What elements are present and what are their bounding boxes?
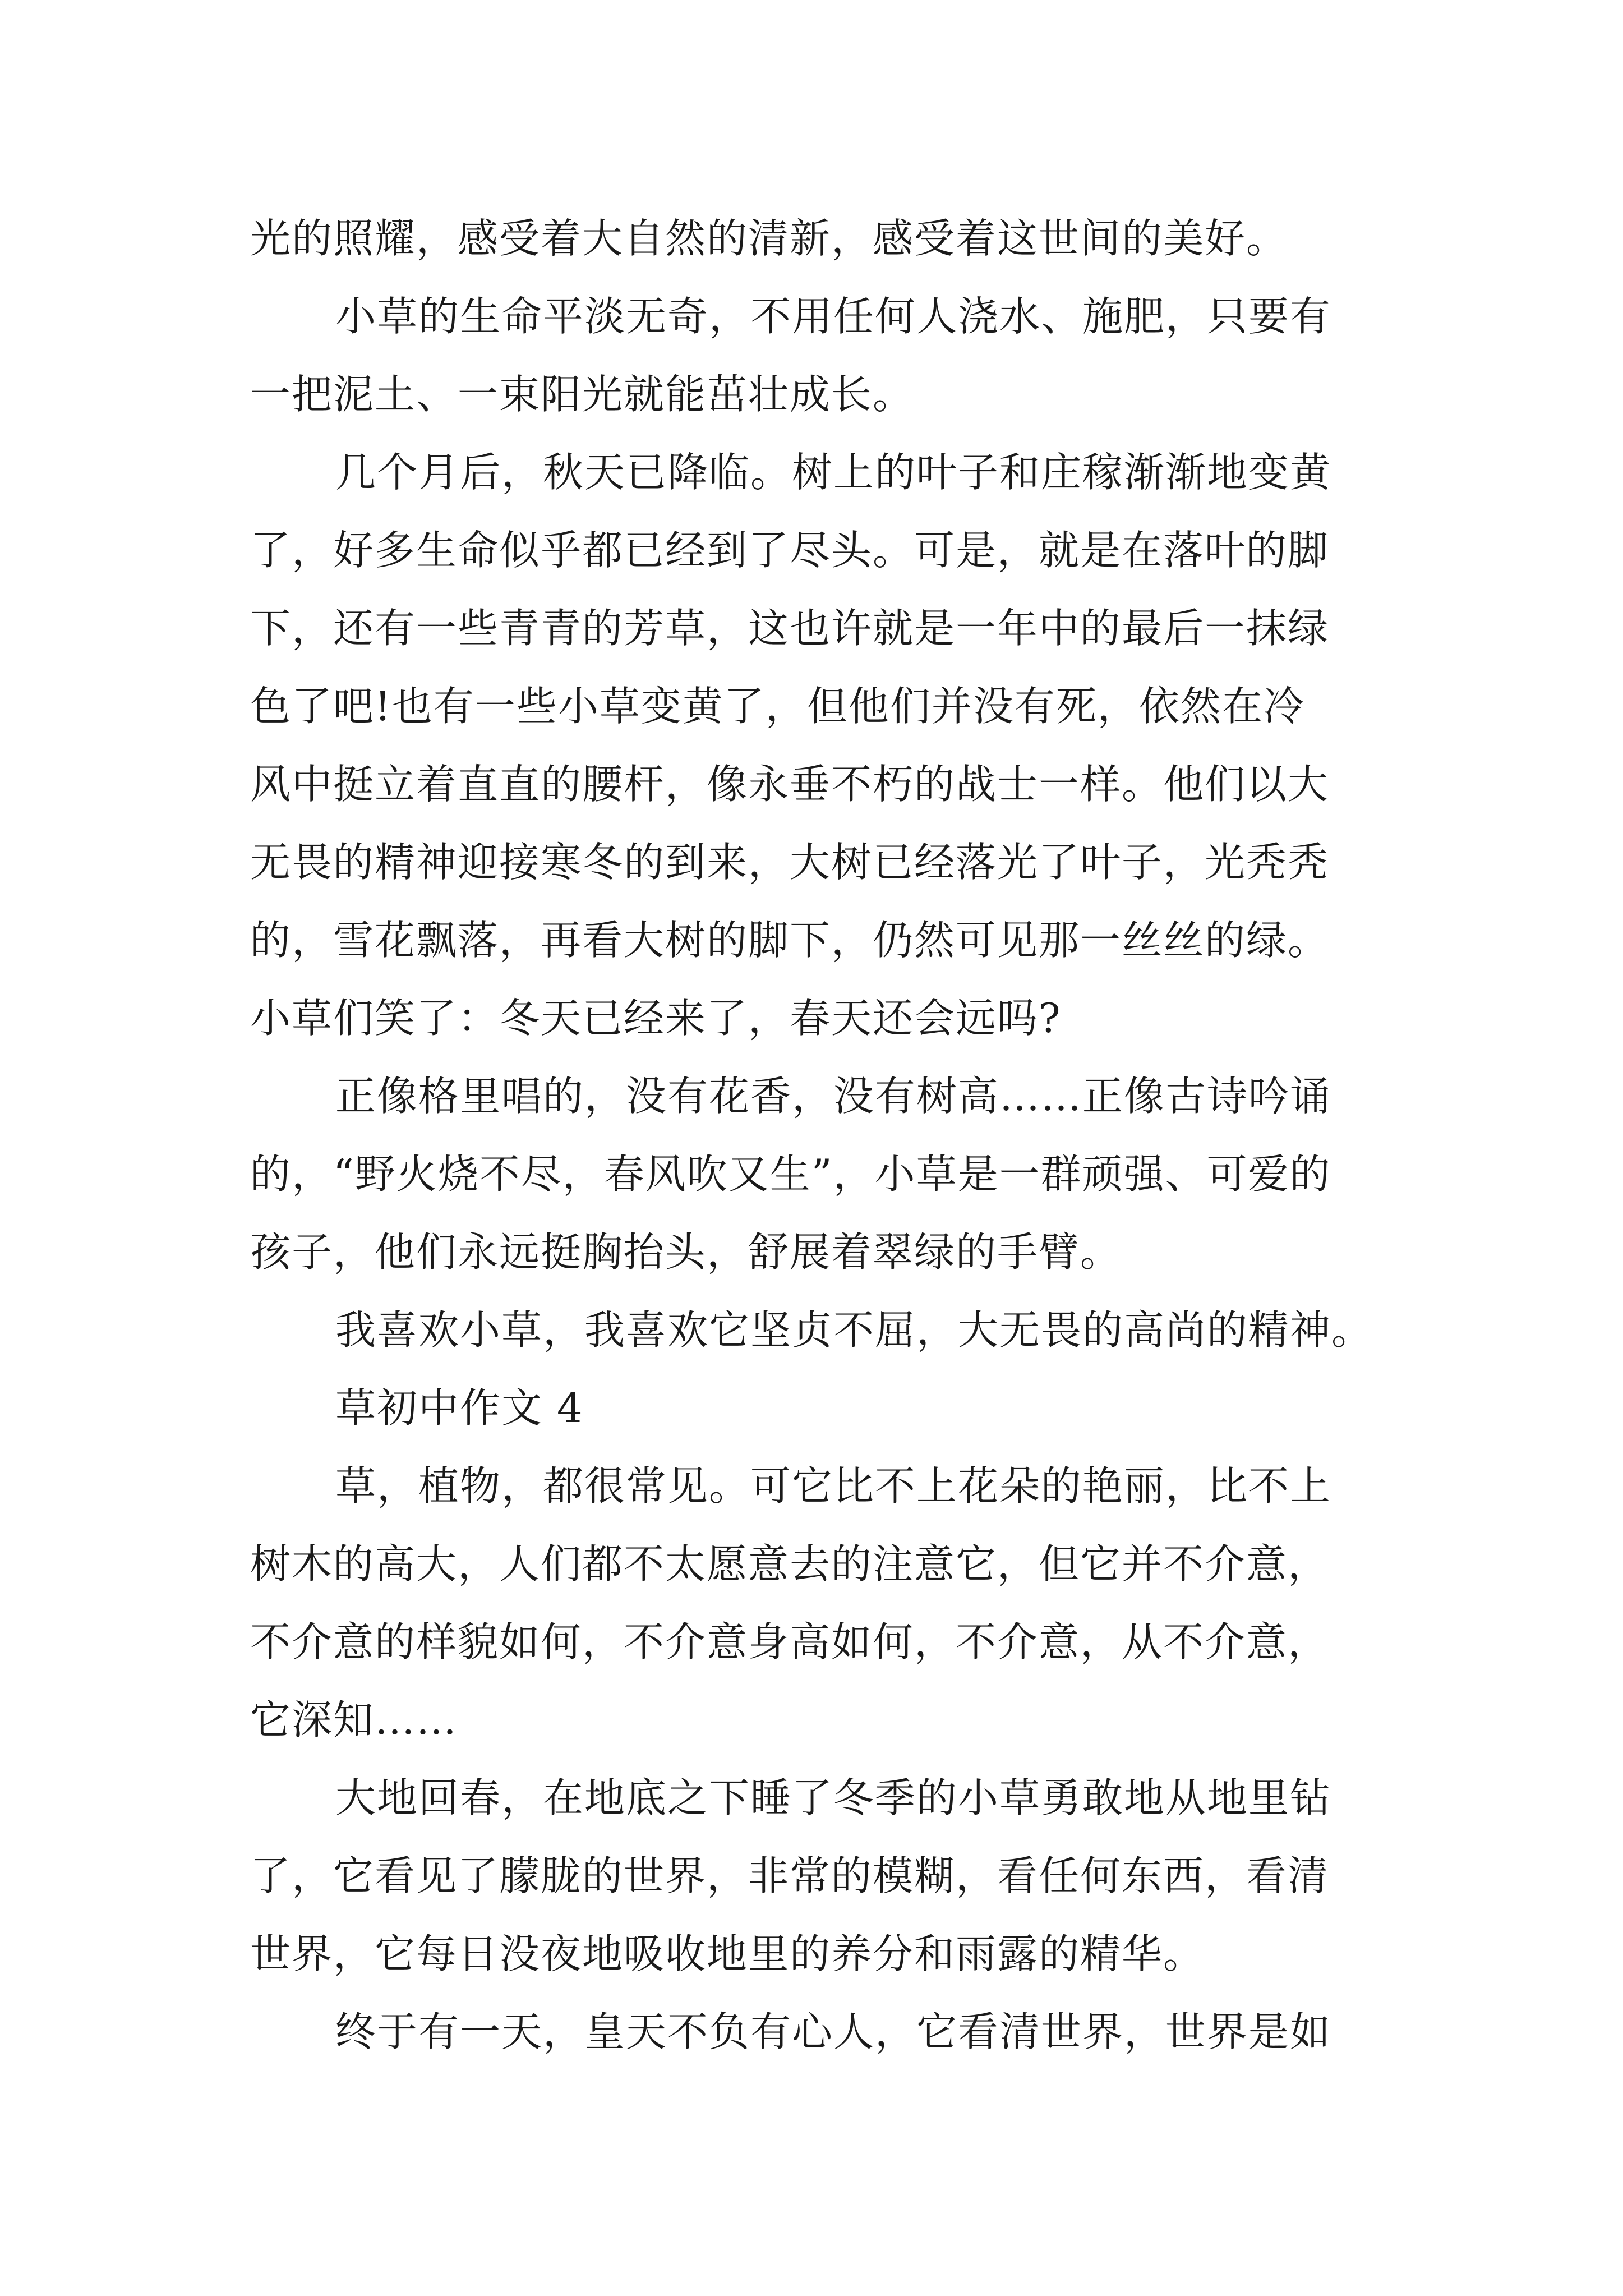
paragraph-start-line: 几个月后，秋天已降临。树上的叶子和庄稼渐渐地变黄 xyxy=(335,449,1332,496)
paragraph-start-line: 正像格里唱的，没有花香，没有树高……正像古诗吟诵 xyxy=(335,1073,1332,1120)
text-line: 下，还有一些青青的芳草，这也许就是一年中的最后一抹绿 xyxy=(250,605,1330,652)
paragraph-start-line: 草，植物，都很常见。可它比不上花朵的艳丽，比不上 xyxy=(335,1462,1332,1510)
text-line: 它深知…… xyxy=(250,1696,458,1743)
paragraph-start-line: 我喜欢小草，我喜欢它坚贞不屈，大无畏的高尚的精神。 xyxy=(335,1306,1373,1354)
text-line: 的，雪花飘落，再看大树的脚下，仍然可见那一丝丝的绿。 xyxy=(250,917,1330,964)
text-line: 的，“野火烧不尽，春风吹又生”，小草是一群顽强、可爱的 xyxy=(250,1151,1331,1198)
text-line: 色了吧!也有一些小草变黄了，但他们并没有死，依然在冷 xyxy=(250,683,1305,730)
text-line: 了，好多生命似乎都已经到了尽头。可是，就是在落叶的脚 xyxy=(250,527,1330,574)
text-line: 光的照耀，感受着大自然的清新，感受着这世间的美好。 xyxy=(250,215,1288,262)
section-heading: 草初中作文 4 xyxy=(335,1384,584,1432)
text-line: 一把泥土、一束阳光就能茁壮成长。 xyxy=(250,371,915,418)
text-line: 世界，它每日没夜地吸收地里的养分和雨露的精华。 xyxy=(250,1930,1205,1977)
paragraph-start-line: 小草的生命平淡无奇，不用任何人浇水、施肥，只要有 xyxy=(335,293,1332,340)
text-line: 孩子，他们永远挺胸抬头，舒展着翠绿的手臂。 xyxy=(250,1228,1122,1276)
text-line: 了，它看见了朦胧的世界，非常的模糊，看任何东西，看清 xyxy=(250,1852,1330,1899)
text-line: 无畏的精神迎接寒冬的到来，大树已经落光了叶子，光秃秃 xyxy=(250,839,1330,886)
essay-body xyxy=(250,200,1394,2071)
text-line: 树木的高大，人们都不太愿意去的注意它，但它并不介意， xyxy=(250,1540,1330,1588)
paragraph-start-line: 终于有一天，皇天不负有心人，它看清世界，世界是如 xyxy=(335,2008,1332,2055)
text-line: 风中挺立着直直的腰杆，像永垂不朽的战士一样。他们以大 xyxy=(250,761,1330,808)
text-line: 不介意的样貌如何，不介意身高如何，不介意，从不介意， xyxy=(250,1618,1330,1665)
text-line: 小草们笑了：冬天已经来了，春天还会远吗? xyxy=(250,995,1062,1042)
paragraph-start-line: 大地回春，在地底之下睡了冬季的小草勇敢地从地里钻 xyxy=(335,1774,1332,1821)
